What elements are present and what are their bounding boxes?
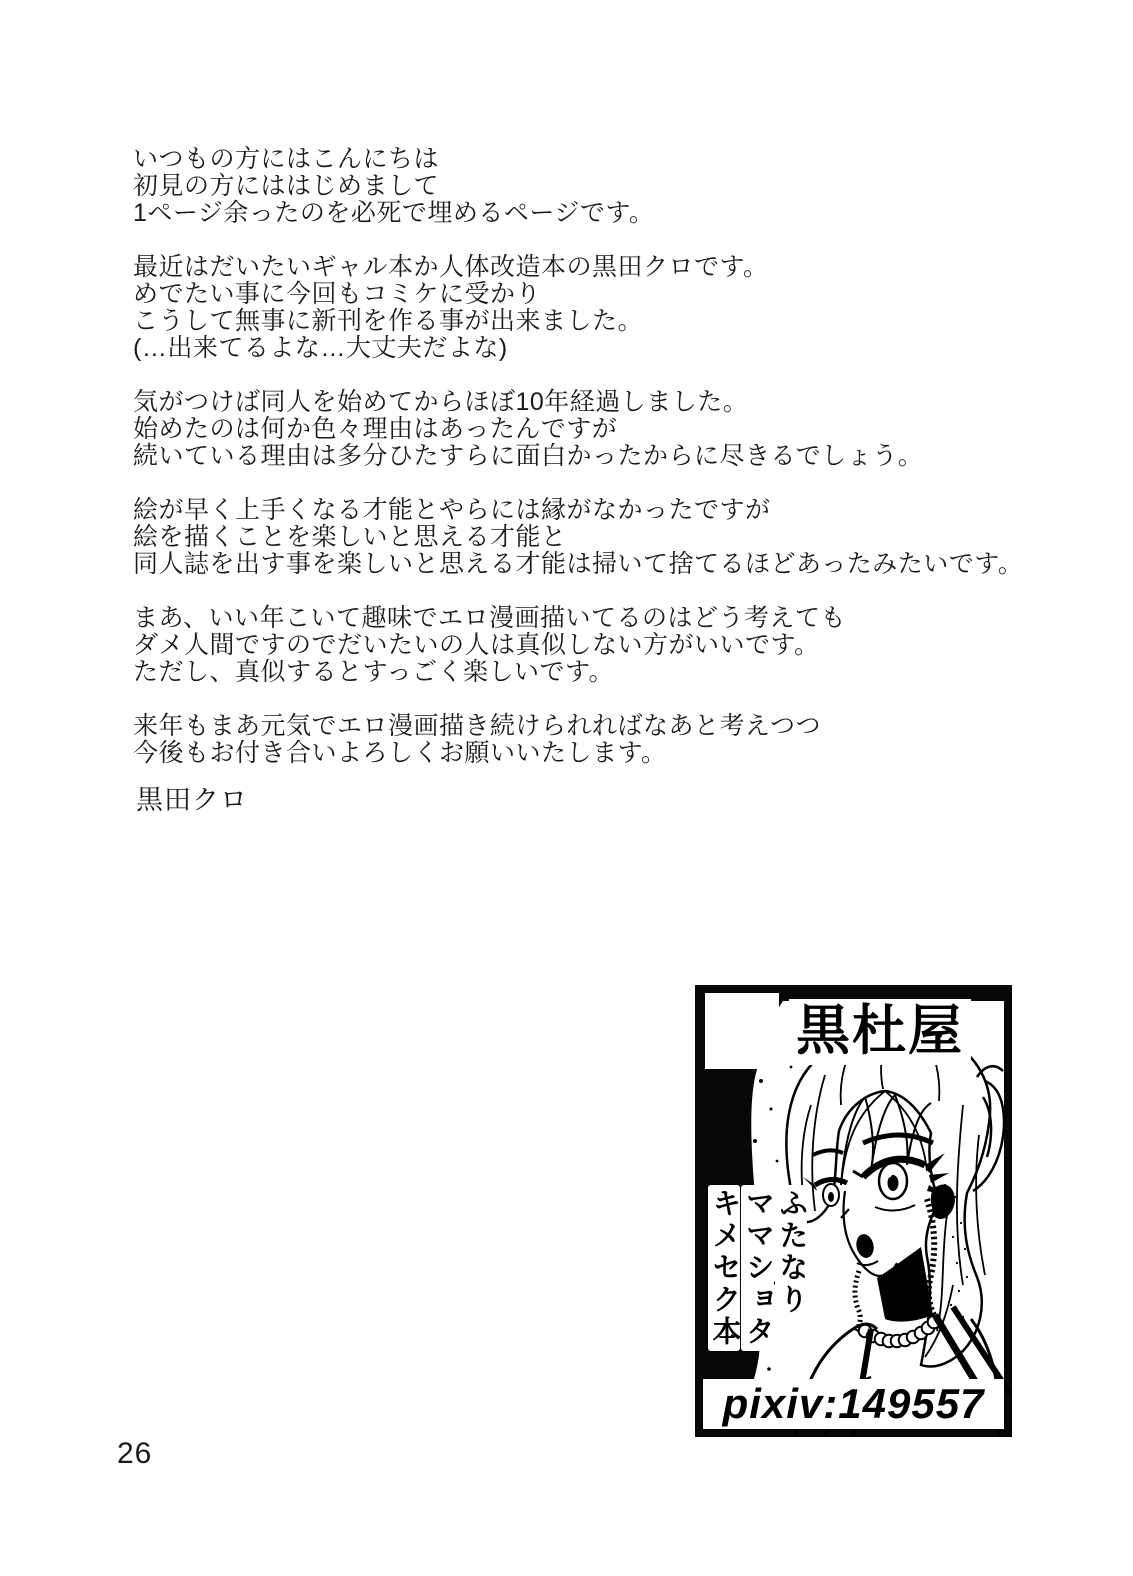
afterword-line [133, 470, 1023, 497]
afterword-text [133, 146, 1023, 767]
afterword-line: 始めたのは何か色々理由はあったんですが [133, 415, 618, 443]
afterword-line: 続いている理由は多分ひたすらに面白かったからに尽きるでしょう。 [133, 442, 924, 470]
circle-name-label: 黒杜屋 [789, 999, 971, 1065]
tagline-column-1: ふたなり [775, 1185, 807, 1351]
afterword-line [133, 362, 1023, 389]
afterword-line: 1ページ余ったのを必死で埋めるページです。 [133, 199, 655, 227]
tagline-column-3: キメセク本 [708, 1185, 740, 1351]
circle-cut-box [695, 985, 1012, 1437]
afterword-line: 初見の方にははじめまして [133, 172, 440, 200]
afterword-line: 最近はだいたいギャル本か人体改造本の黒田クロです。 [133, 253, 769, 281]
afterword-line: 絵を描くことを楽しいと思える才能と [133, 523, 567, 551]
afterword-line [133, 578, 1023, 605]
pixiv-id-label: pixiv:149557 [722, 1380, 985, 1427]
tagline-column-2: ママショタ [741, 1185, 773, 1351]
afterword-line: めでたい事に今回もコミケに受かり [133, 280, 542, 308]
afterword-line: 来年もまあ元気でエロ漫画描き続けられればなあと考えつつ [133, 712, 822, 740]
afterword-line: まあ、いい年こいて趣味でエロ漫画描いてるのはどう考えても [133, 604, 847, 632]
author-signature: 黒田クロ [136, 785, 248, 815]
afterword-line: ただし、真似するとすっごく楽しいです。 [133, 658, 615, 686]
tagline-vertical-text [707, 1185, 808, 1351]
page-number: 26 [117, 1437, 153, 1470]
afterword-line: いつもの方にはこんにちは [133, 145, 440, 173]
afterword-line [133, 686, 1023, 713]
afterword-line: 絵が早く上手くなる才能とやらには縁がなかったですが [133, 496, 771, 524]
pixiv-id-badge [703, 1379, 1004, 1429]
afterword-line: 同人誌を出す事を楽しいと思える才能は掃いて捨てるほどあったみたいです。 [133, 550, 1024, 578]
afterword-line: (…出来てるよな…大丈夫だよな) [133, 334, 508, 362]
afterword-line [133, 227, 1023, 254]
blank-stamp-square [705, 993, 779, 1069]
afterword-line: ダメ人間ですのでだいたいの人は真似しない方がいいです。 [133, 631, 820, 659]
afterword-line: こうして無事に新刊を作る事が出来ました。 [133, 307, 644, 335]
afterword-line: 気がつけば同人を始めてからほぼ10年経過しました。 [133, 388, 749, 416]
afterword-line: 今後もお付き合いよろしくお願いいたします。 [133, 739, 667, 767]
